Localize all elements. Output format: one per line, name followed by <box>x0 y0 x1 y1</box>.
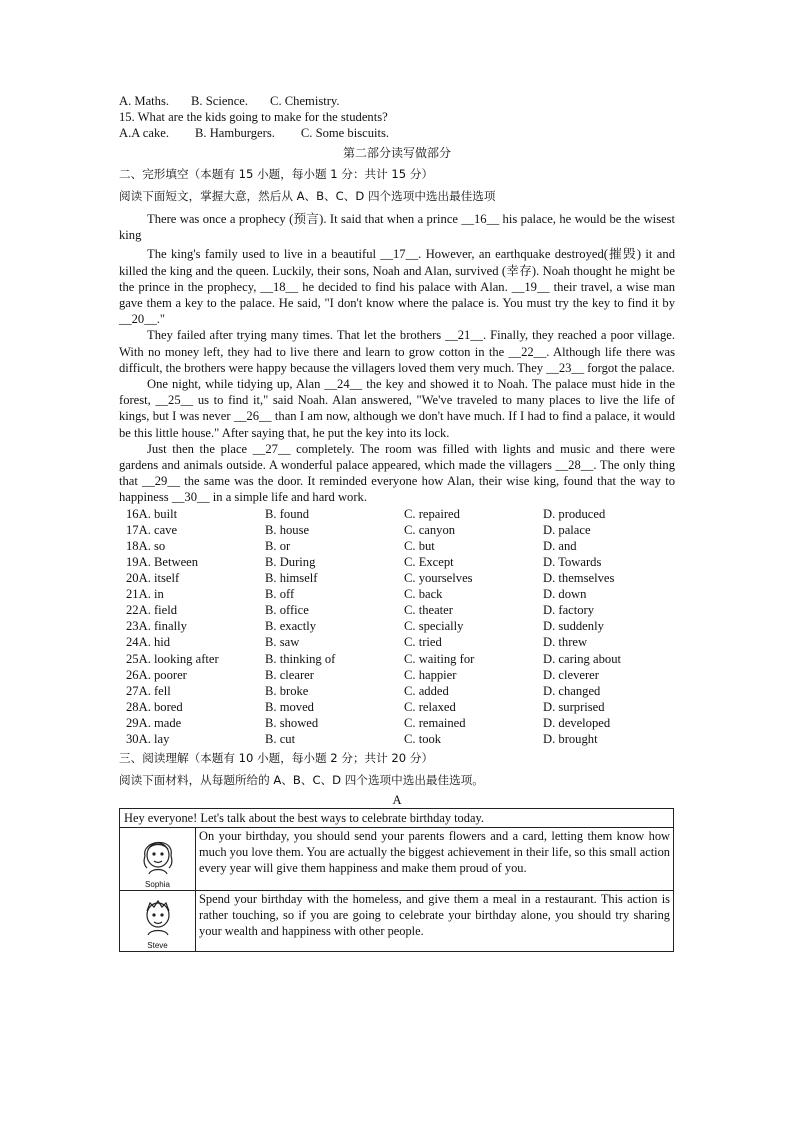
q14-option-b: B. Science. <box>191 94 249 108</box>
option-a: 28A. bored <box>126 699 183 714</box>
option-a: 26A. poorer <box>126 667 187 682</box>
option-c: C. took <box>404 731 442 746</box>
avatar-name: Steve <box>147 941 168 951</box>
option-d: D. brought <box>543 731 598 746</box>
option-b: B. thinking of <box>265 651 336 666</box>
option-row <box>119 602 675 618</box>
option-c: C. added <box>404 683 449 698</box>
option-b: B. house <box>265 522 310 537</box>
option-a: 24A. hid <box>126 635 171 650</box>
option-b: B. broke <box>265 683 309 698</box>
option-b: B. showed <box>265 715 319 730</box>
cloze-options-table <box>119 506 675 747</box>
option-row <box>119 618 675 634</box>
option-c: C. remained <box>404 715 466 730</box>
option-row <box>119 570 675 586</box>
exam-page <box>119 93 675 952</box>
passage-letter: A <box>392 793 402 808</box>
option-c: C. Except <box>404 554 454 569</box>
option-c: C. tried <box>404 635 442 650</box>
option-a: 22A. field <box>126 603 178 618</box>
option-d: D. produced <box>543 506 606 521</box>
option-a: 23A. finally <box>126 619 187 634</box>
cloze-paragraph: There was once a prophecy (预言). It said that when a prince __16__ his palace, he would be the wisest king <box>119 212 675 243</box>
cloze-paragraph: They failed after trying many times. That let the brothers __21__. Finally, they reached a poor village. With no money left, they had to live there and learn to grow cotton in the __22__. Although life there was difficult, the brothers were happy because the villagers loved them very much. They __23__ forgot the palace. <box>119 328 675 375</box>
option-a: 17A. cave <box>126 522 178 537</box>
table-row <box>120 828 674 891</box>
option-c: C. relaxed <box>404 699 456 714</box>
table-row <box>120 891 674 952</box>
table-header-row <box>120 809 674 828</box>
option-row <box>119 586 675 602</box>
option-a: 20A. itself <box>126 571 180 586</box>
option-d: D. themselves <box>543 571 615 586</box>
cloze-heading: 二、完形填空（本题有 15 小题，每小题 1 分：共计 15 分） <box>119 167 434 181</box>
option-row <box>119 506 675 522</box>
option-b: B. exactly <box>265 619 317 634</box>
option-d: D. and <box>543 538 577 553</box>
table-header: Hey everyone! Let's talk about the best ways to celebrate birthday today. <box>120 809 674 828</box>
q15-option-a: A.A cake. <box>119 126 170 140</box>
avatar-name: Sophia <box>145 880 170 890</box>
girl-avatar-icon <box>133 830 183 876</box>
option-row <box>119 651 675 667</box>
option-b: B. During <box>265 554 316 569</box>
option-d: D. suddenly <box>543 619 604 634</box>
option-b: B. or <box>265 538 291 553</box>
reading-instruction: 阅读下面材料，从每题所给的 A、B、C、D 四个选项中选出最佳选项。 <box>119 773 484 788</box>
option-c: C. yourselves <box>404 571 473 586</box>
option-a: 19A. Between <box>126 554 199 569</box>
option-row <box>119 522 675 538</box>
q14-options-line <box>119 93 675 109</box>
option-b: B. himself <box>265 571 318 586</box>
option-b: B. saw <box>265 635 300 650</box>
avatar-cell <box>120 828 196 891</box>
option-c: C. canyon <box>404 522 456 537</box>
option-row <box>119 731 675 747</box>
option-row <box>119 554 675 570</box>
option-c: C. specially <box>404 619 464 634</box>
option-d: D. caring about <box>543 651 621 666</box>
q15-option-b: B. Hamburgers. <box>195 126 275 140</box>
option-b: B. office <box>265 603 309 618</box>
option-b: B. found <box>265 506 310 521</box>
option-c: C. waiting for <box>404 651 475 666</box>
cloze-instruction: 阅读下面短文，掌握大意，然后从 A、B、C、D 四个选项中选出最佳选项 <box>119 189 496 203</box>
option-d: D. Towards <box>543 554 602 569</box>
q15-stem: 15. What are the kids going to make for the students? <box>119 110 388 124</box>
option-d: D. factory <box>543 603 595 618</box>
option-d: D. changed <box>543 683 601 698</box>
boy-avatar-icon <box>133 893 183 937</box>
comment-text: On your birthday, you should send your parents flowers and a card, letting them know how much you love them. You are actually the biggest achievement in their life, so this small action every year will give them happiness and make them proud of you. <box>196 828 674 891</box>
q14-option-c: C. Chemistry. <box>270 94 340 108</box>
cloze-paragraph: Just then the place __27__ completely. The room was filled with lights and music and there were gardens and animals outside. A wonderful palace appeared, which made the villagers __28__. The only thing that __29__ the same was the door. It reminded everyone how Alan, their wise king, found that the way to happiness __30__ in a simple life and hard work. <box>119 441 675 505</box>
birthday-ideas-table <box>119 808 674 952</box>
option-a: 29A. made <box>126 715 182 730</box>
option-d: D. developed <box>543 715 611 730</box>
q15-options-line <box>119 125 675 141</box>
option-c: C. back <box>404 587 443 602</box>
cloze-paragraph: The king's family used to live in a beautiful __17__. However, an earthquake destroyed(摧毁) it and killed the king and the queen. Luckily, their sons, Noah and Alan, survived (幸存). Noah thought he might be the prince in the prophecy, __18__ he decided to find his palace with Alan. __19__ their travel, a wise man gave them a key to the palace. He said, "I don't know where the palace is. You must try the key to find it by __20__." <box>119 247 675 327</box>
option-row <box>119 715 675 731</box>
avatar-cell <box>120 891 196 952</box>
option-row <box>119 634 675 650</box>
option-b: B. cut <box>265 731 296 746</box>
option-c: C. but <box>404 538 435 553</box>
option-d: D. threw <box>543 635 588 650</box>
option-c: C. theater <box>404 603 453 618</box>
option-c: C. happier <box>404 667 457 682</box>
option-row <box>119 683 675 699</box>
q15-option-c: C. Some biscuits. <box>300 126 390 140</box>
option-row <box>119 538 675 554</box>
option-a: 30A. lay <box>126 731 170 746</box>
part2-title: 第二部分读写做部分 <box>342 146 451 160</box>
option-b: B. clearer <box>265 667 314 682</box>
option-a: 25A. looking after <box>126 651 219 666</box>
option-b: B. moved <box>265 699 314 714</box>
reading-heading: 三、阅读理解（本题有 10 小题，每小题 2 分；共计 20 分） <box>119 751 434 766</box>
comment-text: Spend your birthday with the homeless, and give them a meal in a restaurant. This action is rather touching, so if you are going to celebrate your birthday alone, you should try sharing your wealth and happiness with other people. <box>196 891 674 952</box>
option-a: 21A. in <box>126 587 164 602</box>
option-a: 27A. fell <box>126 683 171 698</box>
option-d: D. cleverer <box>543 667 599 682</box>
cloze-paragraph: One night, while tidying up, Alan __24__ the key and showed it to Noah. The palace must hide in the forest, __25__ us to find it," said Noah. Alan answered, "We've traveled to many places to live the life of kings, but I was never __26__ than I am now, although we don't have much. If I had to find a palace, it would be this little house." After saying that, he put the key into its lock. <box>119 377 675 440</box>
q14-option-a: A. Maths. <box>119 94 170 108</box>
option-c: C. repaired <box>404 506 460 521</box>
option-d: D. surprised <box>543 699 605 714</box>
option-a: 18A. so <box>126 538 166 553</box>
option-d: D. palace <box>543 522 591 537</box>
option-a: 16A. built <box>126 506 178 521</box>
option-row <box>119 699 675 715</box>
option-b: B. off <box>265 587 295 602</box>
option-row <box>119 667 675 683</box>
option-d: D. down <box>543 587 587 602</box>
